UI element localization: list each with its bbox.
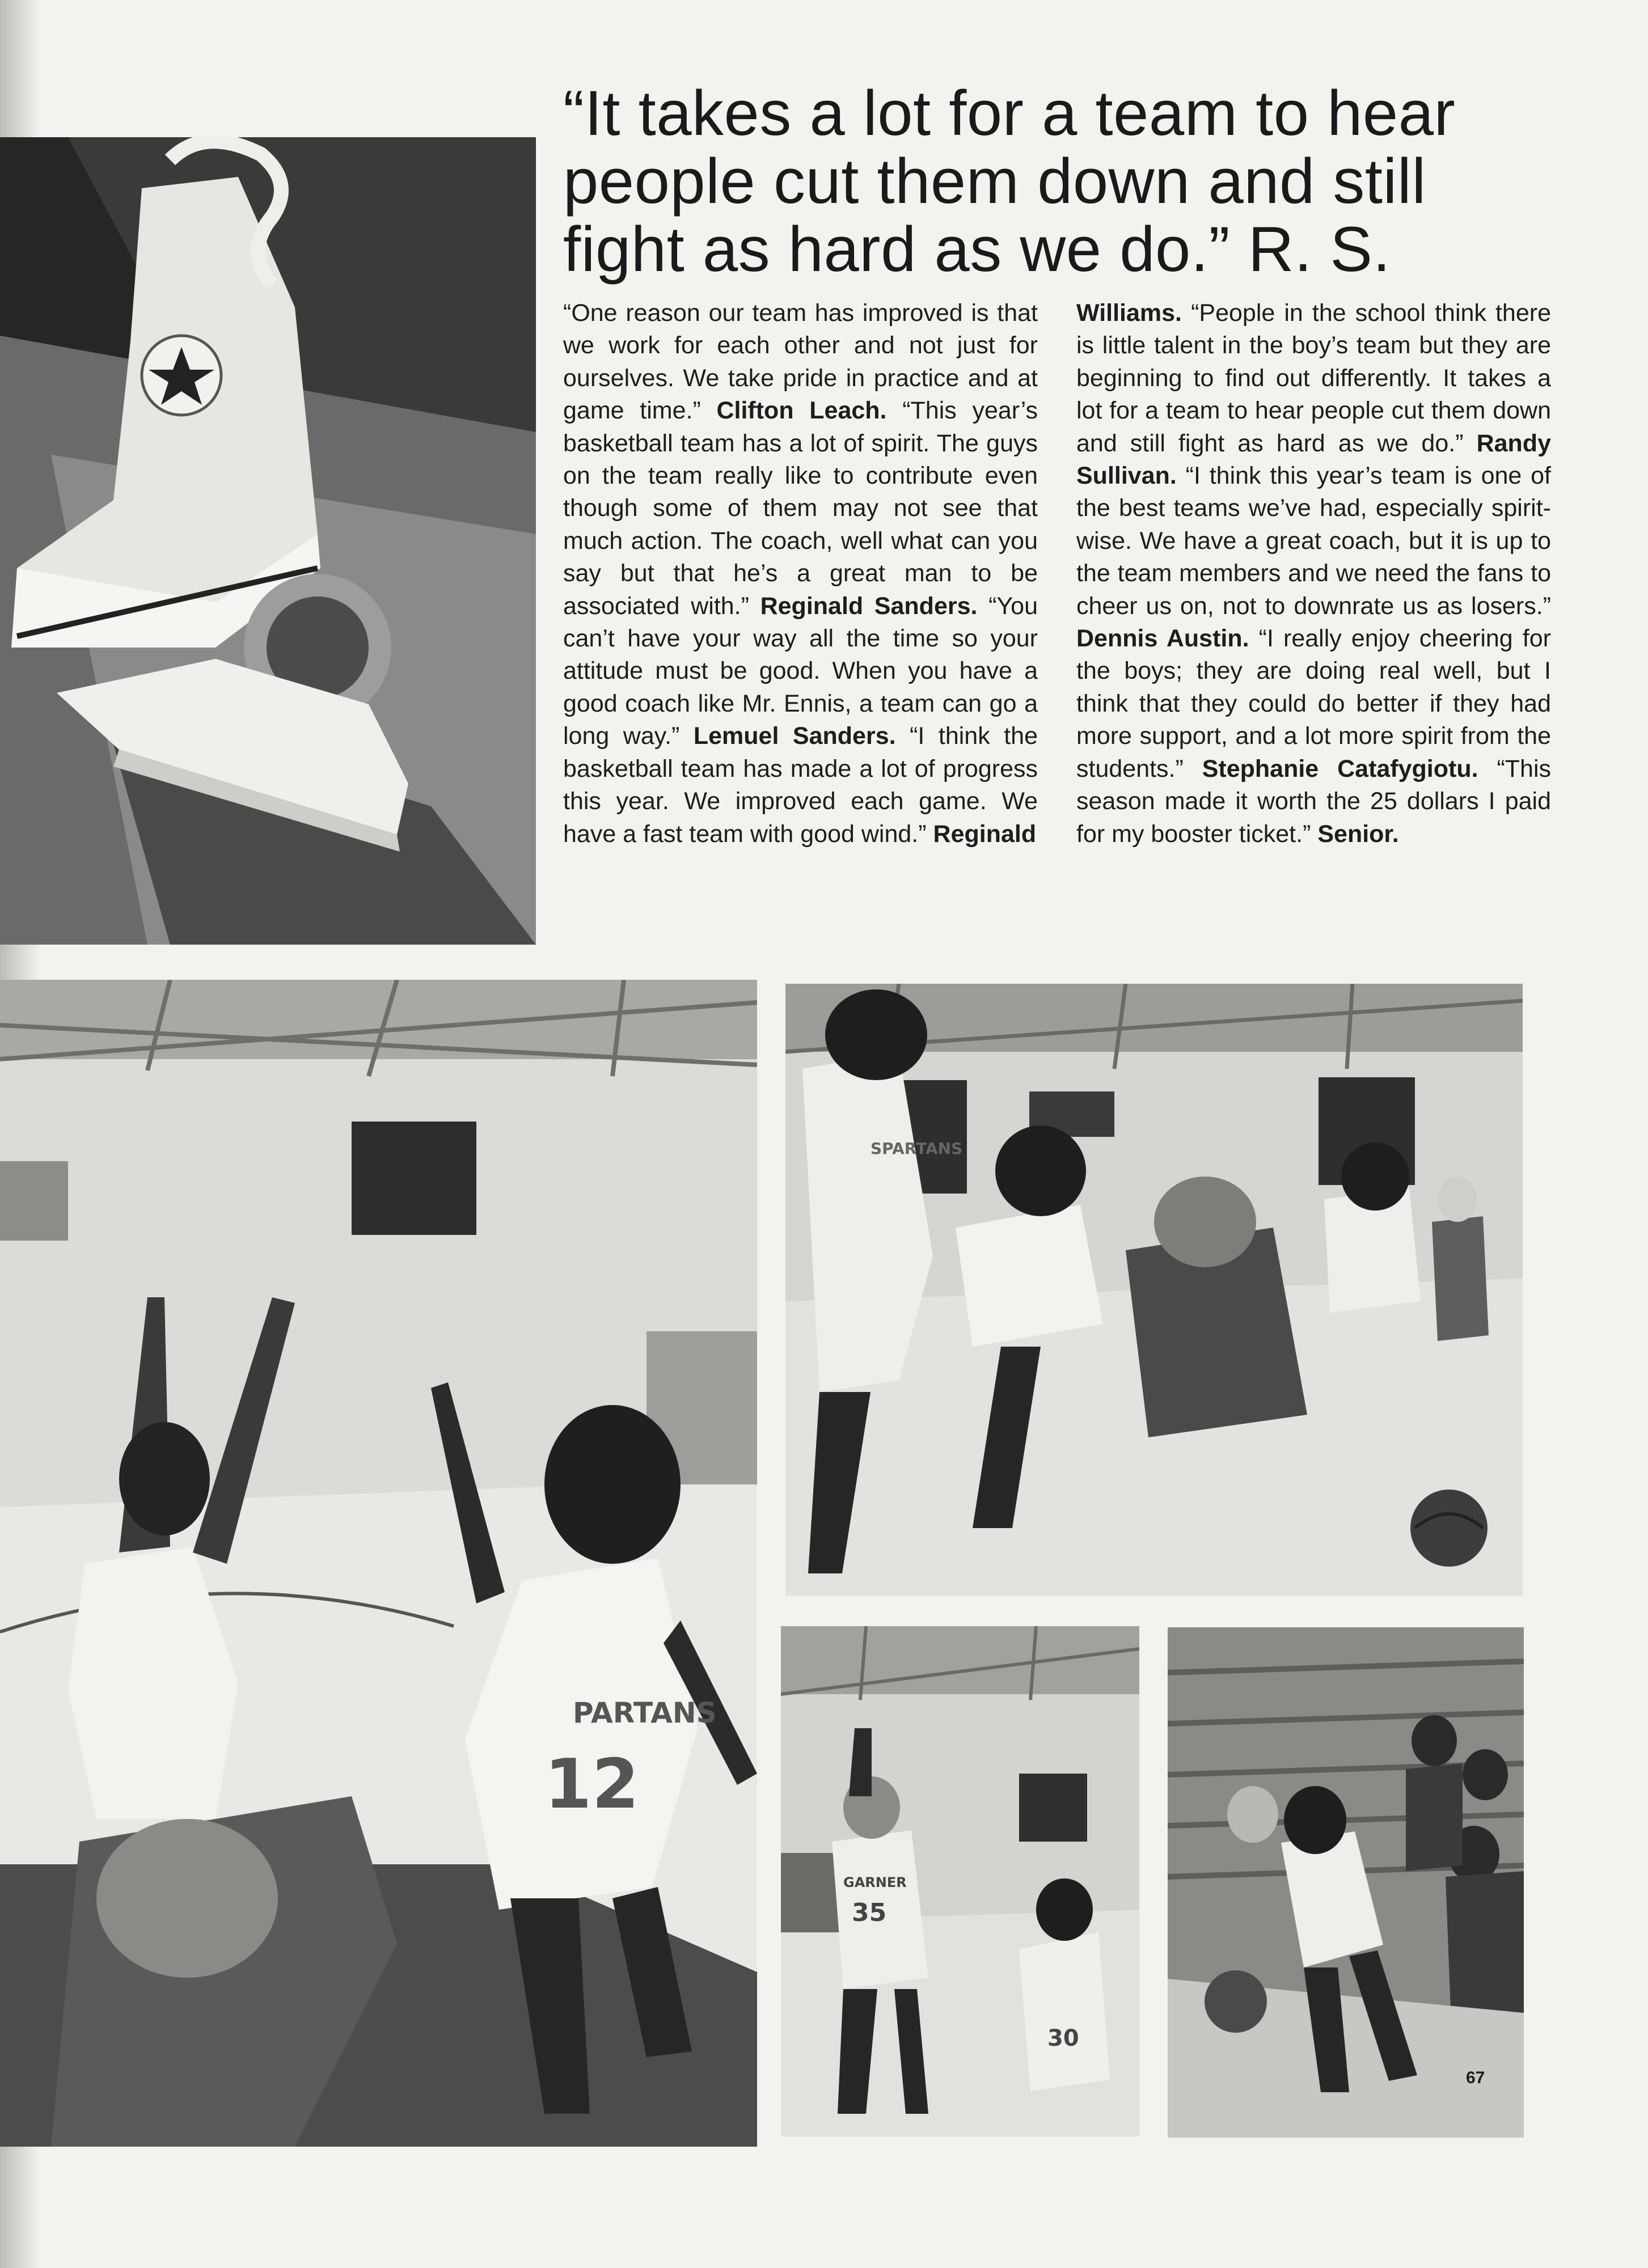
quote-speaker: Clifton Leach. — [716, 397, 887, 425]
quote-speaker: Reginald — [933, 820, 1037, 848]
quote-speaker: Reginald Sanders. — [760, 592, 978, 620]
quote-text: “This season made it worth the 25 dollars I paid for my booster ticket.” — [1076, 755, 1552, 848]
quote-speaker: Senior. — [1317, 820, 1399, 848]
quotes-column-right — [1076, 297, 1551, 850]
jersey-text: SPARTANS — [871, 1139, 963, 1158]
quote-text: “One reason our team has improved is that we work for each other and not just for ourselves. We take pride in practice and at game time.” — [563, 299, 1038, 425]
quote-speaker: Dennis Austin. — [1076, 625, 1249, 653]
headline-quote: “It takes a lot for a team to hear people cut them down and still fight as hard as we do.” R. S. — [563, 78, 1456, 285]
quote-speaker: Stephanie Catafygiotu. — [1202, 755, 1478, 782]
photo-player-dribble — [1168, 1627, 1524, 2138]
quote-speaker: Randy Sullivan. — [1076, 429, 1551, 490]
jersey-text: PARTANS — [573, 1696, 717, 1729]
quote-text: “I think this year’s team is one of the best teams we’ve had, especially spirit-wise. We have a great coach, but it is up to the team members and we need the fans to cheer us on, not to downrate us as losers.” — [1076, 462, 1551, 620]
photo-sneakers — [0, 137, 536, 945]
photo-player-scramble — [785, 984, 1523, 1596]
jersey-text: GARNER — [843, 1875, 907, 1890]
photo-player-defense — [0, 980, 757, 2147]
quote-text: “People in the school think there is little talent in the boy’s team but they are beginning to find out differently. It takes a lot for a team to hear people cut them down and still fight as hard as we do.” — [1076, 299, 1551, 457]
quote-speaker: Williams. — [1076, 299, 1182, 327]
quote-speaker: Lemuel Sanders. — [693, 722, 896, 750]
quote-text: “I really enjoy cheering for the boys; they are doing real well, but I think that they could do better if they had more support, and a lot more spirit from the students.” — [1076, 625, 1551, 782]
jersey-number: 12 — [544, 1745, 639, 1824]
jersey-number-second: 30 — [1047, 2025, 1079, 2051]
page-number: 67 — [1466, 2068, 1485, 2087]
quote-text: “I think the basketball team has made a lot of progress this year. We improved each game. We have a fast team with good wind.” — [563, 722, 1038, 848]
quote-text: “This year’s basketball team has a lot of spirit. The guys on the team really like to contribute even though some of them may not see that much action. The coach, well what can you say but that he’s a great man to be associated with.” — [563, 397, 1038, 620]
quote-text: “You can’t have your way all the time so your attitude must be good. When you have a good coach like Mr. Ennis, a team can go a long way.” — [563, 592, 1038, 750]
quotes-column-left — [563, 297, 1038, 850]
jersey-number: 35 — [852, 1898, 887, 1927]
photo-player-shot — [781, 1626, 1139, 2136]
